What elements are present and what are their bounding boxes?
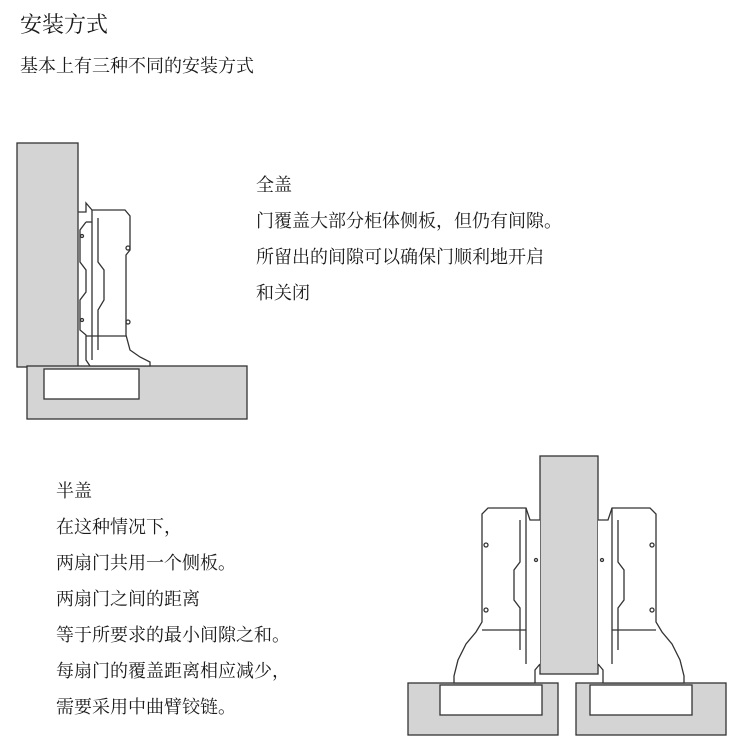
half-overlay-line: 两扇门共用一个侧板。 xyxy=(56,553,236,574)
right-hinge-arm xyxy=(598,508,684,683)
half-overlay-line: 在这种情况下， xyxy=(56,517,182,538)
left-hinge-cup xyxy=(440,685,542,715)
page-subtitle: 基本上有三种不同的安装方式 xyxy=(20,56,254,77)
full-overlay-line: 和关闭 xyxy=(256,283,310,304)
right-hinge-cup xyxy=(590,685,692,715)
hinge-arm xyxy=(78,203,150,366)
half-overlay-heading: 半盖 xyxy=(56,481,92,502)
hinge-cup xyxy=(44,369,139,399)
full-overlay-heading: 全盖 xyxy=(256,175,292,196)
page-title: 安装方式 xyxy=(20,13,109,38)
half-overlay-hinge-diagram xyxy=(408,456,726,735)
left-hinge-arm xyxy=(454,508,540,683)
half-overlay-line: 两扇门之间的距离 xyxy=(56,589,200,610)
full-overlay-line: 所留出的间隙可以确保门顺利地开启 xyxy=(256,247,544,268)
half-overlay-line: 等于所要求的最小间隙之和。 xyxy=(56,625,290,646)
full-overlay-line: 门覆盖大部分柜体侧板，但仍有间隙。 xyxy=(256,211,562,232)
side-panel xyxy=(17,143,78,367)
half-overlay-line: 需要采用中曲臂铰链。 xyxy=(56,697,236,718)
shared-side-panel xyxy=(540,456,598,674)
half-overlay-line: 每扇门的覆盖距离相应减少， xyxy=(56,661,290,682)
